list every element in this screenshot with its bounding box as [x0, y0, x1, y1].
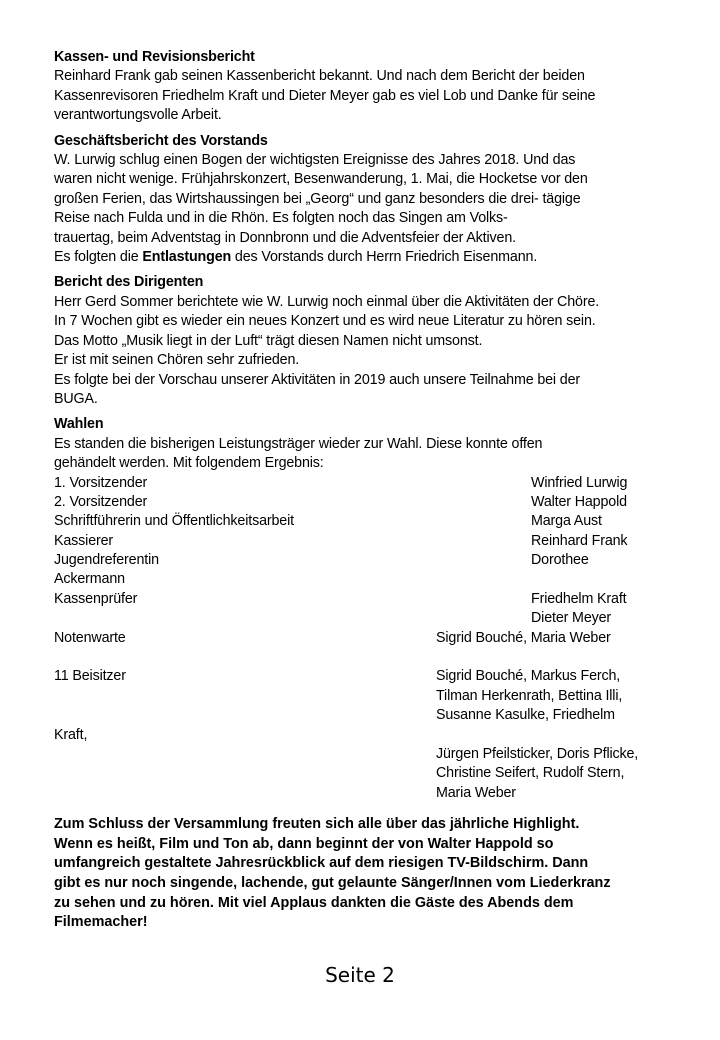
paragraph-line: großen Ferien, das Wirtshaussingen bei „Georg“ und ganz besonders die drei- tägige — [54, 190, 581, 207]
role-label: Notenwarte — [54, 629, 126, 646]
role-label: Jugendreferentin — [54, 552, 159, 569]
paragraph-line: Reinhard Frank gab seinen Kassenbericht bekannt. Und nach dem Bericht der beiden — [54, 68, 585, 85]
section-heading: Bericht des Dirigenten — [54, 274, 204, 291]
role-label: 2. Vorsitzender — [54, 493, 148, 510]
spacer — [54, 648, 674, 667]
elected-name: Sigrid Bouché, Markus Ferch, — [436, 668, 621, 685]
election-row — [54, 532, 674, 551]
role-label: 11 Beisitzer — [54, 668, 126, 685]
elected-name: Dorothee — [531, 552, 589, 569]
elected-name: Maria Weber — [436, 784, 516, 801]
election-row — [54, 764, 674, 783]
section-heading: Geschäftsbericht des Vorstands — [54, 132, 268, 149]
paragraph-line: gehändelt werden. Mit folgendem Ergebnis: — [54, 455, 324, 472]
role-label: 1. Vorsitzender — [54, 474, 148, 491]
paragraph-line: umfangreich gestaltete Jahresrückblick auf dem riesigen TV-Bildschirm. Dann — [54, 855, 589, 872]
election-row — [54, 687, 674, 706]
paragraph-line: Herr Gerd Sommer berichtete wie W. Lurwig noch einmal über die Aktivitäten der Chöre. — [54, 293, 600, 310]
document-body — [54, 48, 674, 933]
role-label: Kassenprüfer — [54, 590, 138, 607]
elected-name: Susanne Kasulke, Friedhelm — [436, 707, 615, 724]
section-wahlen — [54, 415, 674, 803]
election-row — [54, 551, 674, 570]
paragraph-line: Er ist mit seinen Chören sehr zufrieden. — [54, 352, 300, 369]
paragraph-line — [54, 248, 674, 267]
page-number: Seite 2 — [325, 963, 395, 987]
elected-name: Friedhelm Kraft — [531, 590, 627, 607]
election-row — [54, 629, 674, 648]
role-label: Kassierer — [54, 532, 114, 549]
elected-name-continued: Kraft, — [54, 726, 88, 743]
role-label: Schriftführerin und Öffentlichkeitsarbeit — [54, 513, 294, 530]
paragraph-line: Es standen die bisherigen Leistungsträger wieder zur Wahl. Diese konnte offen — [54, 435, 543, 452]
text-run: des Vorstands durch Herrn Friedrich Eisenmann. — [231, 249, 538, 266]
paragraph-line: Filmemacher! — [54, 914, 148, 931]
section-heading: Wahlen — [54, 416, 104, 433]
paragraph-line: Es folgte bei der Vorschau unserer Aktivitäten in 2019 auch unsere Teilnahme bei der — [54, 371, 580, 388]
closing-paragraph — [54, 815, 674, 933]
paragraph-line: gibt es nur noch singende, lachende, gut gelaunte Sänger/Innen vom Liederkranz — [54, 874, 611, 891]
election-row — [54, 667, 674, 686]
elected-name: Sigrid Bouché, Maria Weber — [436, 629, 611, 646]
section-dirigent — [54, 273, 674, 409]
elected-name: Dieter Meyer — [531, 610, 612, 627]
paragraph-line: BUGA. — [54, 390, 98, 407]
election-row — [54, 512, 674, 531]
paragraph-line: In 7 Wochen gibt es wieder ein neues Konzert und es wird neue Literatur zu hören sein. — [54, 313, 596, 330]
paragraph-line: waren nicht wenige. Frühjahrskonzert, Besenwanderung, 1. Mai, die Hocketse vor den — [54, 171, 588, 188]
election-row — [54, 745, 674, 764]
paragraph-line: verantwortungsvolle Arbeit. — [54, 107, 222, 124]
election-row — [54, 474, 674, 493]
election-row — [54, 609, 674, 628]
election-row — [54, 493, 674, 512]
elected-name: Winfried Lurwig — [531, 474, 628, 491]
section-vorstand — [54, 132, 674, 268]
elected-name: Walter Happold — [531, 493, 627, 510]
elected-name: Christine Seifert, Rudolf Stern, — [436, 765, 625, 782]
section-heading: Kassen- und Revisionsbericht — [54, 49, 255, 65]
elected-name: Jürgen Pfeilsticker, Doris Pflicke, — [436, 746, 639, 762]
bold-term: Entlastungen — [142, 249, 232, 266]
paragraph-line: W. Lurwig schlug einen Bogen der wichtigsten Ereignisse des Jahres 2018. Und das — [54, 152, 576, 169]
paragraph-line: Reise nach Fulda und in die Rhön. Es folgten noch das Singen am Volks- — [54, 210, 508, 227]
elected-name: Marga Aust — [531, 513, 602, 530]
election-row — [54, 570, 674, 589]
paragraph-line: trauertag, beim Adventstag in Donnbronn und die Adventsfeier der Aktiven. — [54, 229, 516, 246]
paragraph-line: Das Motto „Musik liegt in der Luft“ trägt diesen Namen nicht umsonst. — [54, 332, 483, 349]
elected-name: Tilman Herkenrath, Bettina Illi, — [436, 687, 623, 704]
elected-name-continued: Ackermann — [54, 571, 125, 588]
election-row — [54, 726, 674, 745]
paragraph-line: Wenn es heißt, Film und Ton ab, dann beginnt der von Walter Happold so — [54, 835, 554, 852]
election-row — [54, 706, 674, 725]
election-row — [54, 590, 674, 609]
elected-name: Reinhard Frank — [531, 532, 628, 549]
paragraph-line: Kassenrevisoren Friedhelm Kraft und Dieter Meyer gab es viel Lob und Danke für seine — [54, 87, 596, 104]
paragraph-line: Zum Schluss der Versammlung freuten sich alle über das jährliche Highlight. — [54, 816, 580, 833]
text-run: Es folgten die — [54, 249, 143, 266]
section-kassenbericht — [54, 48, 674, 126]
election-row — [54, 784, 674, 803]
paragraph-line: zu sehen und zu hören. Mit viel Applaus dankten die Gäste des Abends dem — [54, 894, 574, 911]
